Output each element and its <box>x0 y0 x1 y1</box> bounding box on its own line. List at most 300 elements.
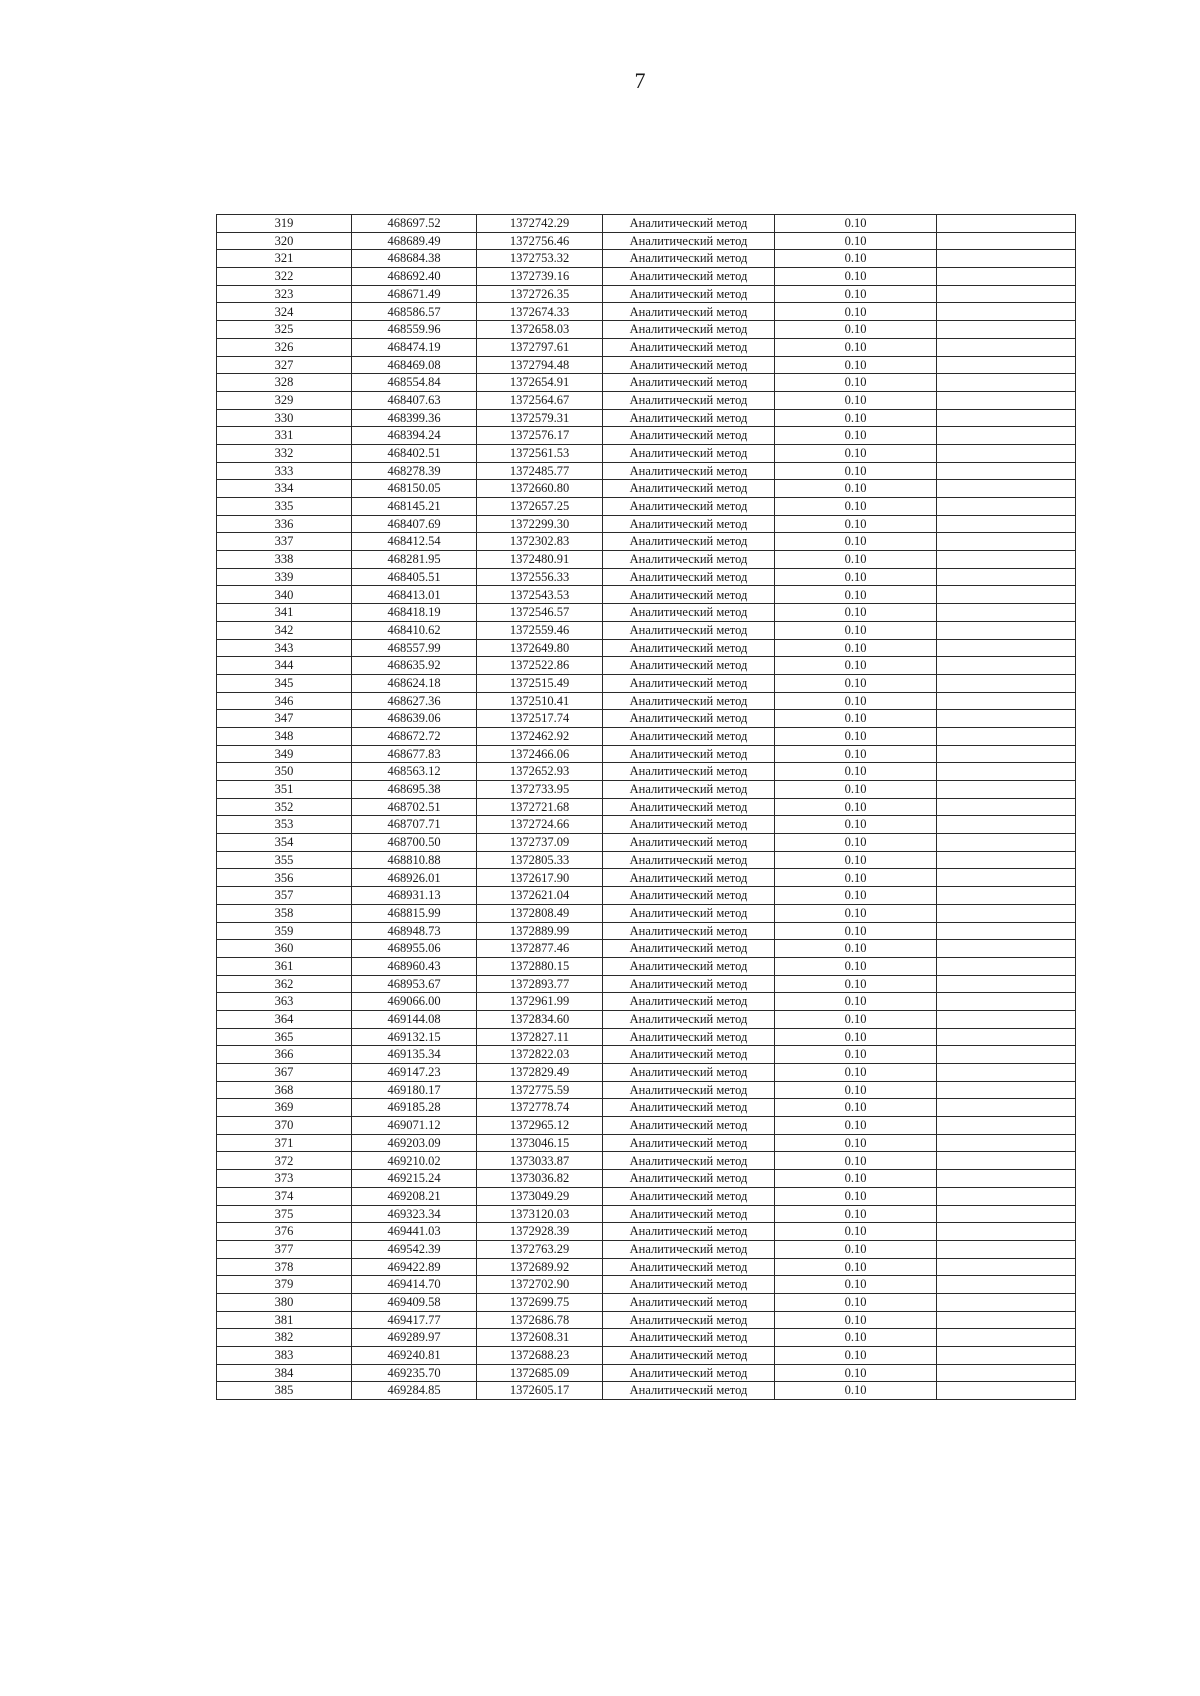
note-cell <box>937 957 1076 975</box>
point-number-cell: 365 <box>217 1028 352 1046</box>
point-number-cell: 378 <box>217 1258 352 1276</box>
point-number-cell: 328 <box>217 374 352 392</box>
accuracy-cell: 0.10 <box>775 1347 937 1365</box>
accuracy-cell: 0.10 <box>775 604 937 622</box>
accuracy-cell: 0.10 <box>775 993 937 1011</box>
accuracy-cell: 0.10 <box>775 745 937 763</box>
accuracy-cell: 0.10 <box>775 409 937 427</box>
table-row <box>217 215 1076 233</box>
method-cell: Аналитический метод <box>603 1329 775 1347</box>
y-coordinate-cell: 1372721.68 <box>477 798 603 816</box>
y-coordinate-cell: 1372961.99 <box>477 993 603 1011</box>
method-cell: Аналитический метод <box>603 1347 775 1365</box>
accuracy-cell: 0.10 <box>775 1028 937 1046</box>
table-row <box>217 816 1076 834</box>
accuracy-cell: 0.10 <box>775 480 937 498</box>
point-number-cell: 373 <box>217 1170 352 1188</box>
coordinates-table-body <box>217 215 1076 1400</box>
point-number-cell: 374 <box>217 1187 352 1205</box>
y-coordinate-cell: 1372699.75 <box>477 1293 603 1311</box>
note-cell <box>937 1046 1076 1064</box>
y-coordinate-cell: 1372652.93 <box>477 763 603 781</box>
x-coordinate-cell: 469066.00 <box>352 993 477 1011</box>
y-coordinate-cell: 1372658.03 <box>477 321 603 339</box>
table-row <box>217 285 1076 303</box>
point-number-cell: 379 <box>217 1276 352 1294</box>
x-coordinate-cell: 468418.19 <box>352 604 477 622</box>
table-row <box>217 1170 1076 1188</box>
x-coordinate-cell: 469414.70 <box>352 1276 477 1294</box>
point-number-cell: 367 <box>217 1064 352 1082</box>
y-coordinate-cell: 1372660.80 <box>477 480 603 498</box>
x-coordinate-cell: 468563.12 <box>352 763 477 781</box>
x-coordinate-cell: 468554.84 <box>352 374 477 392</box>
method-cell: Аналитический метод <box>603 851 775 869</box>
y-coordinate-cell: 1372576.17 <box>477 427 603 445</box>
table-row <box>217 568 1076 586</box>
accuracy-cell: 0.10 <box>775 391 937 409</box>
table-row <box>217 1347 1076 1365</box>
accuracy-cell: 0.10 <box>775 1364 937 1382</box>
x-coordinate-cell: 469323.34 <box>352 1205 477 1223</box>
method-cell: Аналитический метод <box>603 904 775 922</box>
table-row <box>217 1364 1076 1382</box>
method-cell: Аналитический метод <box>603 604 775 622</box>
table-row <box>217 674 1076 692</box>
note-cell <box>937 851 1076 869</box>
table-row <box>217 763 1076 781</box>
table-row <box>217 338 1076 356</box>
accuracy-cell: 0.10 <box>775 781 937 799</box>
point-number-cell: 385 <box>217 1382 352 1400</box>
method-cell: Аналитический метод <box>603 515 775 533</box>
point-number-cell: 372 <box>217 1152 352 1170</box>
method-cell: Аналитический метод <box>603 957 775 975</box>
method-cell: Аналитический метод <box>603 993 775 1011</box>
method-cell: Аналитический метод <box>603 568 775 586</box>
x-coordinate-cell: 469441.03 <box>352 1223 477 1241</box>
accuracy-cell: 0.10 <box>775 250 937 268</box>
accuracy-cell: 0.10 <box>775 444 937 462</box>
table-row <box>217 710 1076 728</box>
note-cell <box>937 1081 1076 1099</box>
method-cell: Аналитический метод <box>603 303 775 321</box>
y-coordinate-cell: 1372756.46 <box>477 232 603 250</box>
x-coordinate-cell: 468624.18 <box>352 674 477 692</box>
note-cell <box>937 1347 1076 1365</box>
accuracy-cell: 0.10 <box>775 1046 937 1064</box>
point-number-cell: 381 <box>217 1311 352 1329</box>
point-number-cell: 323 <box>217 285 352 303</box>
method-cell: Аналитический метод <box>603 1205 775 1223</box>
table-row <box>217 374 1076 392</box>
x-coordinate-cell: 468955.06 <box>352 940 477 958</box>
point-number-cell: 329 <box>217 391 352 409</box>
y-coordinate-cell: 1372515.49 <box>477 674 603 692</box>
y-coordinate-cell: 1372834.60 <box>477 1010 603 1028</box>
y-coordinate-cell: 1372480.91 <box>477 551 603 569</box>
x-coordinate-cell: 468815.99 <box>352 904 477 922</box>
point-number-cell: 356 <box>217 869 352 887</box>
table-row <box>217 604 1076 622</box>
x-coordinate-cell: 468639.06 <box>352 710 477 728</box>
method-cell: Аналитический метод <box>603 763 775 781</box>
method-cell: Аналитический метод <box>603 745 775 763</box>
accuracy-cell: 0.10 <box>775 303 937 321</box>
method-cell: Аналитический метод <box>603 1152 775 1170</box>
table-row <box>217 957 1076 975</box>
table-row <box>217 1081 1076 1099</box>
y-coordinate-cell: 1372829.49 <box>477 1064 603 1082</box>
point-number-cell: 348 <box>217 727 352 745</box>
accuracy-cell: 0.10 <box>775 356 937 374</box>
method-cell: Аналитический метод <box>603 1170 775 1188</box>
accuracy-cell: 0.10 <box>775 692 937 710</box>
x-coordinate-cell: 468695.38 <box>352 781 477 799</box>
note-cell <box>937 763 1076 781</box>
method-cell: Аналитический метод <box>603 816 775 834</box>
x-coordinate-cell: 468278.39 <box>352 462 477 480</box>
note-cell <box>937 993 1076 1011</box>
method-cell: Аналитический метод <box>603 409 775 427</box>
y-coordinate-cell: 1372617.90 <box>477 869 603 887</box>
table-row <box>217 869 1076 887</box>
method-cell: Аналитический метод <box>603 285 775 303</box>
accuracy-cell: 0.10 <box>775 1010 937 1028</box>
y-coordinate-cell: 1372778.74 <box>477 1099 603 1117</box>
note-cell <box>937 1134 1076 1152</box>
point-number-cell: 357 <box>217 887 352 905</box>
x-coordinate-cell: 469144.08 <box>352 1010 477 1028</box>
table-row <box>217 887 1076 905</box>
note-cell <box>937 1311 1076 1329</box>
accuracy-cell: 0.10 <box>775 851 937 869</box>
method-cell: Аналитический метод <box>603 1134 775 1152</box>
x-coordinate-cell: 469185.28 <box>352 1099 477 1117</box>
note-cell <box>937 657 1076 675</box>
table-row <box>217 1064 1076 1082</box>
x-coordinate-cell: 468635.92 <box>352 657 477 675</box>
note-cell <box>937 1152 1076 1170</box>
method-cell: Аналитический метод <box>603 586 775 604</box>
table-row <box>217 781 1076 799</box>
table-row <box>217 1311 1076 1329</box>
accuracy-cell: 0.10 <box>775 1187 937 1205</box>
y-coordinate-cell: 1372702.90 <box>477 1276 603 1294</box>
accuracy-cell: 0.10 <box>775 639 937 657</box>
method-cell: Аналитический метод <box>603 639 775 657</box>
method-cell: Аналитический метод <box>603 975 775 993</box>
table-row <box>217 727 1076 745</box>
y-coordinate-cell: 1372739.16 <box>477 268 603 286</box>
note-cell <box>937 727 1076 745</box>
point-number-cell: 335 <box>217 498 352 516</box>
x-coordinate-cell: 468407.69 <box>352 515 477 533</box>
point-number-cell: 338 <box>217 551 352 569</box>
table-row <box>217 1382 1076 1400</box>
y-coordinate-cell: 1372561.53 <box>477 444 603 462</box>
table-row <box>217 321 1076 339</box>
x-coordinate-cell: 468700.50 <box>352 834 477 852</box>
x-coordinate-cell: 468931.13 <box>352 887 477 905</box>
point-number-cell: 326 <box>217 338 352 356</box>
note-cell <box>937 834 1076 852</box>
method-cell: Аналитический метод <box>603 1117 775 1135</box>
x-coordinate-cell: 469071.12 <box>352 1117 477 1135</box>
y-coordinate-cell: 1372775.59 <box>477 1081 603 1099</box>
method-cell: Аналитический метод <box>603 321 775 339</box>
note-cell <box>937 1329 1076 1347</box>
point-number-cell: 320 <box>217 232 352 250</box>
table-row <box>217 232 1076 250</box>
table-row <box>217 1258 1076 1276</box>
x-coordinate-cell: 468412.54 <box>352 533 477 551</box>
note-cell <box>937 444 1076 462</box>
y-coordinate-cell: 1372462.92 <box>477 727 603 745</box>
method-cell: Аналитический метод <box>603 1064 775 1082</box>
note-cell <box>937 904 1076 922</box>
x-coordinate-cell: 469284.85 <box>352 1382 477 1400</box>
y-coordinate-cell: 1372763.29 <box>477 1240 603 1258</box>
x-coordinate-cell: 469235.70 <box>352 1364 477 1382</box>
method-cell: Аналитический метод <box>603 1187 775 1205</box>
y-coordinate-cell: 1372822.03 <box>477 1046 603 1064</box>
method-cell: Аналитический метод <box>603 232 775 250</box>
method-cell: Аналитический метод <box>603 427 775 445</box>
y-coordinate-cell: 1372808.49 <box>477 904 603 922</box>
accuracy-cell: 0.10 <box>775 710 937 728</box>
note-cell <box>937 533 1076 551</box>
accuracy-cell: 0.10 <box>775 338 937 356</box>
point-number-cell: 331 <box>217 427 352 445</box>
x-coordinate-cell: 468926.01 <box>352 869 477 887</box>
x-coordinate-cell: 468684.38 <box>352 250 477 268</box>
point-number-cell: 349 <box>217 745 352 763</box>
x-coordinate-cell: 469210.02 <box>352 1152 477 1170</box>
x-coordinate-cell: 469180.17 <box>352 1081 477 1099</box>
method-cell: Аналитический метод <box>603 462 775 480</box>
x-coordinate-cell: 468557.99 <box>352 639 477 657</box>
method-cell: Аналитический метод <box>603 391 775 409</box>
point-number-cell: 341 <box>217 604 352 622</box>
table-row <box>217 480 1076 498</box>
accuracy-cell: 0.10 <box>775 674 937 692</box>
method-cell: Аналитический метод <box>603 657 775 675</box>
method-cell: Аналитический метод <box>603 727 775 745</box>
y-coordinate-cell: 1372517.74 <box>477 710 603 728</box>
y-coordinate-cell: 1372893.77 <box>477 975 603 993</box>
table-row <box>217 303 1076 321</box>
point-number-cell: 358 <box>217 904 352 922</box>
note-cell <box>937 1240 1076 1258</box>
table-row <box>217 1205 1076 1223</box>
table-row <box>217 391 1076 409</box>
note-cell <box>937 692 1076 710</box>
y-coordinate-cell: 1372546.57 <box>477 604 603 622</box>
point-number-cell: 350 <box>217 763 352 781</box>
x-coordinate-cell: 468689.49 <box>352 232 477 250</box>
table-row <box>217 1152 1076 1170</box>
note-cell <box>937 215 1076 233</box>
table-row <box>217 250 1076 268</box>
table-row <box>217 1293 1076 1311</box>
table-row <box>217 1134 1076 1152</box>
accuracy-cell: 0.10 <box>775 1134 937 1152</box>
table-row <box>217 745 1076 763</box>
table-row <box>217 639 1076 657</box>
note-cell <box>937 674 1076 692</box>
table-row <box>217 268 1076 286</box>
method-cell: Аналитический метод <box>603 1276 775 1294</box>
y-coordinate-cell: 1372805.33 <box>477 851 603 869</box>
point-number-cell: 321 <box>217 250 352 268</box>
note-cell <box>937 1258 1076 1276</box>
x-coordinate-cell: 468677.83 <box>352 745 477 763</box>
x-coordinate-cell: 468402.51 <box>352 444 477 462</box>
x-coordinate-cell: 469135.34 <box>352 1046 477 1064</box>
point-number-cell: 330 <box>217 409 352 427</box>
accuracy-cell: 0.10 <box>775 727 937 745</box>
x-coordinate-cell: 468960.43 <box>352 957 477 975</box>
table-row <box>217 1046 1076 1064</box>
x-coordinate-cell: 468410.62 <box>352 621 477 639</box>
accuracy-cell: 0.10 <box>775 816 937 834</box>
x-coordinate-cell: 468413.01 <box>352 586 477 604</box>
x-coordinate-cell: 469147.23 <box>352 1064 477 1082</box>
y-coordinate-cell: 1372753.32 <box>477 250 603 268</box>
y-coordinate-cell: 1372689.92 <box>477 1258 603 1276</box>
accuracy-cell: 0.10 <box>775 1081 937 1099</box>
point-number-cell: 384 <box>217 1364 352 1382</box>
accuracy-cell: 0.10 <box>775 940 937 958</box>
table-row <box>217 621 1076 639</box>
point-number-cell: 334 <box>217 480 352 498</box>
point-number-cell: 346 <box>217 692 352 710</box>
accuracy-cell: 0.10 <box>775 657 937 675</box>
method-cell: Аналитический метод <box>603 922 775 940</box>
x-coordinate-cell: 468405.51 <box>352 568 477 586</box>
note-cell <box>937 975 1076 993</box>
y-coordinate-cell: 1372564.67 <box>477 391 603 409</box>
y-coordinate-cell: 1372877.46 <box>477 940 603 958</box>
accuracy-cell: 0.10 <box>775 1311 937 1329</box>
x-coordinate-cell: 468559.96 <box>352 321 477 339</box>
y-coordinate-cell: 1372827.11 <box>477 1028 603 1046</box>
y-coordinate-cell: 1372688.23 <box>477 1347 603 1365</box>
y-coordinate-cell: 1372302.83 <box>477 533 603 551</box>
x-coordinate-cell: 468145.21 <box>352 498 477 516</box>
table-row <box>217 692 1076 710</box>
table-row <box>217 1028 1076 1046</box>
x-coordinate-cell: 469542.39 <box>352 1240 477 1258</box>
point-number-cell: 351 <box>217 781 352 799</box>
accuracy-cell: 0.10 <box>775 1223 937 1241</box>
x-coordinate-cell: 469422.89 <box>352 1258 477 1276</box>
table-row <box>217 1276 1076 1294</box>
accuracy-cell: 0.10 <box>775 285 937 303</box>
table-row <box>217 427 1076 445</box>
point-number-cell: 337 <box>217 533 352 551</box>
accuracy-cell: 0.10 <box>775 586 937 604</box>
y-coordinate-cell: 1372522.86 <box>477 657 603 675</box>
note-cell <box>937 621 1076 639</box>
x-coordinate-cell: 468627.36 <box>352 692 477 710</box>
accuracy-cell: 0.10 <box>775 1117 937 1135</box>
note-cell <box>937 940 1076 958</box>
x-coordinate-cell: 468697.52 <box>352 215 477 233</box>
accuracy-cell: 0.10 <box>775 869 937 887</box>
accuracy-cell: 0.10 <box>775 1329 937 1347</box>
point-number-cell: 343 <box>217 639 352 657</box>
note-cell <box>937 887 1076 905</box>
table-row <box>217 515 1076 533</box>
accuracy-cell: 0.10 <box>775 232 937 250</box>
accuracy-cell: 0.10 <box>775 321 937 339</box>
point-number-cell: 344 <box>217 657 352 675</box>
note-cell <box>937 338 1076 356</box>
accuracy-cell: 0.10 <box>775 621 937 639</box>
method-cell: Аналитический метод <box>603 533 775 551</box>
y-coordinate-cell: 1372510.41 <box>477 692 603 710</box>
x-coordinate-cell: 469208.21 <box>352 1187 477 1205</box>
page-number: 7 <box>634 68 646 93</box>
note-cell <box>937 268 1076 286</box>
table-row <box>217 533 1076 551</box>
y-coordinate-cell: 1372556.33 <box>477 568 603 586</box>
x-coordinate-cell: 468399.36 <box>352 409 477 427</box>
table-row <box>217 657 1076 675</box>
accuracy-cell: 0.10 <box>775 834 937 852</box>
table-row <box>217 1187 1076 1205</box>
point-number-cell: 375 <box>217 1205 352 1223</box>
table-row <box>217 993 1076 1011</box>
note-cell <box>937 1223 1076 1241</box>
note-cell <box>937 1382 1076 1400</box>
method-cell: Аналитический метод <box>603 1364 775 1382</box>
point-number-cell: 376 <box>217 1223 352 1241</box>
point-number-cell: 380 <box>217 1293 352 1311</box>
x-coordinate-cell: 468281.95 <box>352 551 477 569</box>
point-number-cell: 336 <box>217 515 352 533</box>
table-row <box>217 940 1076 958</box>
method-cell: Аналитический метод <box>603 444 775 462</box>
y-coordinate-cell: 1372654.91 <box>477 374 603 392</box>
y-coordinate-cell: 1372608.31 <box>477 1329 603 1347</box>
x-coordinate-cell: 468469.08 <box>352 356 477 374</box>
table-row <box>217 922 1076 940</box>
accuracy-cell: 0.10 <box>775 498 937 516</box>
method-cell: Аналитический метод <box>603 1240 775 1258</box>
note-cell <box>937 391 1076 409</box>
method-cell: Аналитический метод <box>603 869 775 887</box>
y-coordinate-cell: 1372733.95 <box>477 781 603 799</box>
point-number-cell: 382 <box>217 1329 352 1347</box>
method-cell: Аналитический метод <box>603 674 775 692</box>
x-coordinate-cell: 469132.15 <box>352 1028 477 1046</box>
accuracy-cell: 0.10 <box>775 957 937 975</box>
accuracy-cell: 0.10 <box>775 887 937 905</box>
accuracy-cell: 0.10 <box>775 1293 937 1311</box>
accuracy-cell: 0.10 <box>775 568 937 586</box>
point-number-cell: 371 <box>217 1134 352 1152</box>
accuracy-cell: 0.10 <box>775 904 937 922</box>
x-coordinate-cell: 468671.49 <box>352 285 477 303</box>
method-cell: Аналитический метод <box>603 498 775 516</box>
point-number-cell: 362 <box>217 975 352 993</box>
y-coordinate-cell: 1372605.17 <box>477 1382 603 1400</box>
accuracy-cell: 0.10 <box>775 462 937 480</box>
table-row <box>217 586 1076 604</box>
